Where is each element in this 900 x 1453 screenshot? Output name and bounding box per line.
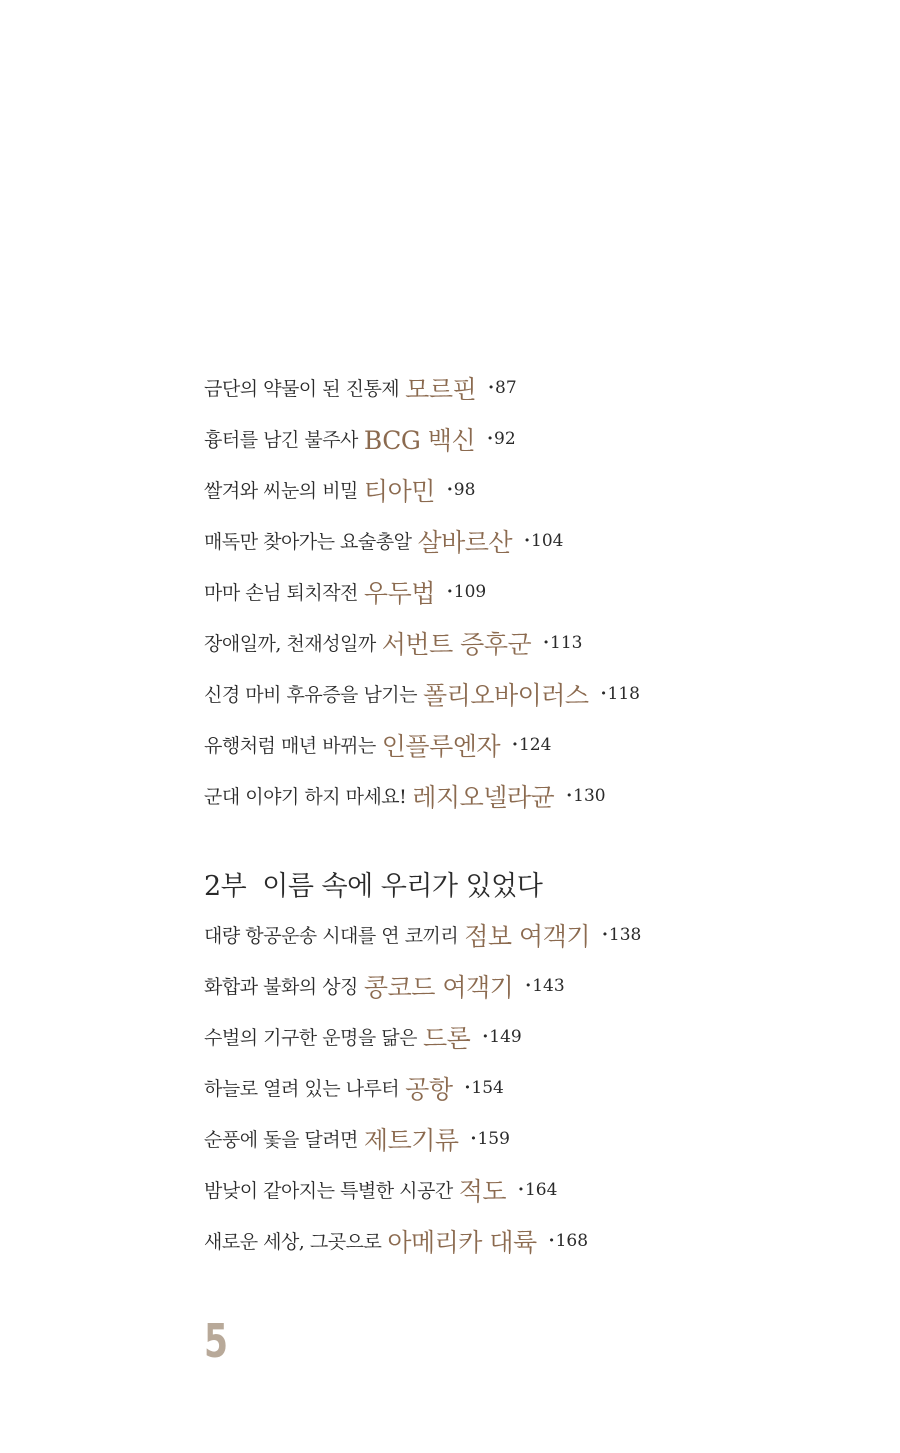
toc-entry[interactable] bbox=[204, 515, 864, 566]
part-number: 2부 bbox=[204, 870, 247, 902]
toc-entry[interactable] bbox=[204, 1215, 864, 1266]
toc-entry-keyword: 모르핀 bbox=[405, 374, 477, 404]
toc-entry-description: 밤낮이 같아지는 특별한 시공간 bbox=[204, 1180, 453, 1202]
toc-entry[interactable] bbox=[204, 1164, 864, 1215]
toc-entry-page: · 149 bbox=[482, 1027, 521, 1047]
toc-entry-page: · 118 bbox=[601, 684, 640, 704]
toc-entry-keyword: 살바르산 bbox=[417, 527, 513, 557]
part1-list bbox=[204, 362, 864, 821]
toc-entry[interactable] bbox=[204, 719, 864, 770]
toc-entry[interactable] bbox=[204, 413, 864, 464]
toc-entry-keyword: 티아민 bbox=[363, 476, 435, 506]
toc-entry-description: 대량 항공운송 시대를 연 코끼리 bbox=[204, 925, 459, 947]
toc-entry[interactable] bbox=[204, 668, 864, 719]
toc-entry-description: 순풍에 돛을 달려면 bbox=[204, 1129, 358, 1151]
toc-entry-description: 흉터를 남긴 불주사 bbox=[204, 429, 358, 451]
toc-entry-description: 새로운 세상, 그곳으로 bbox=[204, 1231, 382, 1253]
toc-entry[interactable] bbox=[204, 566, 864, 617]
toc-entry[interactable] bbox=[204, 464, 864, 515]
toc-entry-keyword: 콩코드 여객기 bbox=[363, 972, 514, 1002]
toc-entry-keyword: 레지오넬라균 bbox=[412, 782, 555, 812]
toc-entry-page: · 113 bbox=[543, 633, 582, 653]
toc-entry-keyword: 폴리오바이러스 bbox=[423, 680, 589, 710]
toc-entry-page: · 87 bbox=[488, 378, 517, 398]
toc-entry[interactable] bbox=[204, 1062, 864, 1113]
toc-entry-page: · 143 bbox=[525, 976, 564, 996]
toc-entry[interactable] bbox=[204, 1011, 864, 1062]
toc-entry[interactable] bbox=[204, 770, 864, 821]
toc-entry-keyword: 제트기류 bbox=[363, 1125, 459, 1155]
toc-entry-description: 화합과 불화의 상징 bbox=[204, 976, 358, 998]
toc-entry-keyword: 아메리카 대륙 bbox=[387, 1227, 537, 1257]
toc-entry[interactable] bbox=[204, 909, 864, 960]
toc-entry-page: · 164 bbox=[518, 1180, 557, 1200]
part-heading bbox=[204, 857, 864, 909]
toc-entry-page: · 109 bbox=[447, 582, 486, 602]
toc-entry-description: 군대 이야기 하지 마세요! bbox=[204, 786, 407, 808]
toc-entry-keyword: 적도 bbox=[458, 1176, 507, 1206]
toc-entry-description: 신경 마비 후유증을 남기는 bbox=[204, 684, 418, 706]
toc-entry-keyword: 서번트 증후군 bbox=[381, 629, 532, 659]
toc-entry-page: · 168 bbox=[549, 1231, 588, 1251]
page-number: 5 bbox=[204, 1314, 229, 1368]
toc-entry-description: 마마 손님 퇴치작전 bbox=[204, 582, 358, 604]
part-title: 이름 속에 우리가 있었다 bbox=[262, 870, 543, 902]
toc-entry-page: · 138 bbox=[602, 925, 641, 945]
toc-entry-description: 유행처럼 매년 바뀌는 bbox=[204, 735, 376, 757]
toc-entry-page: · 92 bbox=[487, 429, 516, 449]
toc-entry-page: · 104 bbox=[524, 531, 563, 551]
toc-entry-keyword: 공항 bbox=[405, 1074, 453, 1104]
toc-entry[interactable] bbox=[204, 617, 864, 668]
toc-entry-page: · 98 bbox=[447, 480, 476, 500]
toc-entry[interactable] bbox=[204, 1113, 864, 1164]
toc-entry-page: · 124 bbox=[512, 735, 551, 755]
toc-entry-description: 하늘로 열려 있는 나루터 bbox=[204, 1078, 400, 1100]
toc-entry-description: 수벌의 기구한 운명을 닮은 bbox=[204, 1027, 418, 1049]
toc-entry-description: 쌀겨와 씨눈의 비밀 bbox=[204, 480, 358, 502]
table-of-contents bbox=[204, 362, 864, 1266]
toc-entry-keyword: 우두법 bbox=[363, 578, 435, 608]
toc-entry-keyword: 드론 bbox=[423, 1023, 471, 1053]
toc-entry[interactable] bbox=[204, 960, 864, 1011]
toc-entry-description: 장애일까, 천재성일까 bbox=[204, 633, 376, 655]
toc-entry[interactable] bbox=[204, 362, 864, 413]
toc-entry-page: · 159 bbox=[471, 1129, 510, 1149]
toc-entry-page: · 154 bbox=[464, 1078, 503, 1098]
toc-entry-description: 매독만 찾아가는 요술총알 bbox=[204, 531, 412, 553]
toc-entry-description: 금단의 약물이 된 진통제 bbox=[204, 378, 400, 400]
toc-entry-page: · 130 bbox=[566, 786, 605, 806]
part2-list bbox=[204, 909, 864, 1266]
toc-entry-keyword: 인플루엔자 bbox=[381, 731, 501, 761]
toc-entry-keyword: 점보 여객기 bbox=[464, 921, 590, 951]
toc-entry-keyword: BCG 백신 bbox=[363, 425, 476, 455]
